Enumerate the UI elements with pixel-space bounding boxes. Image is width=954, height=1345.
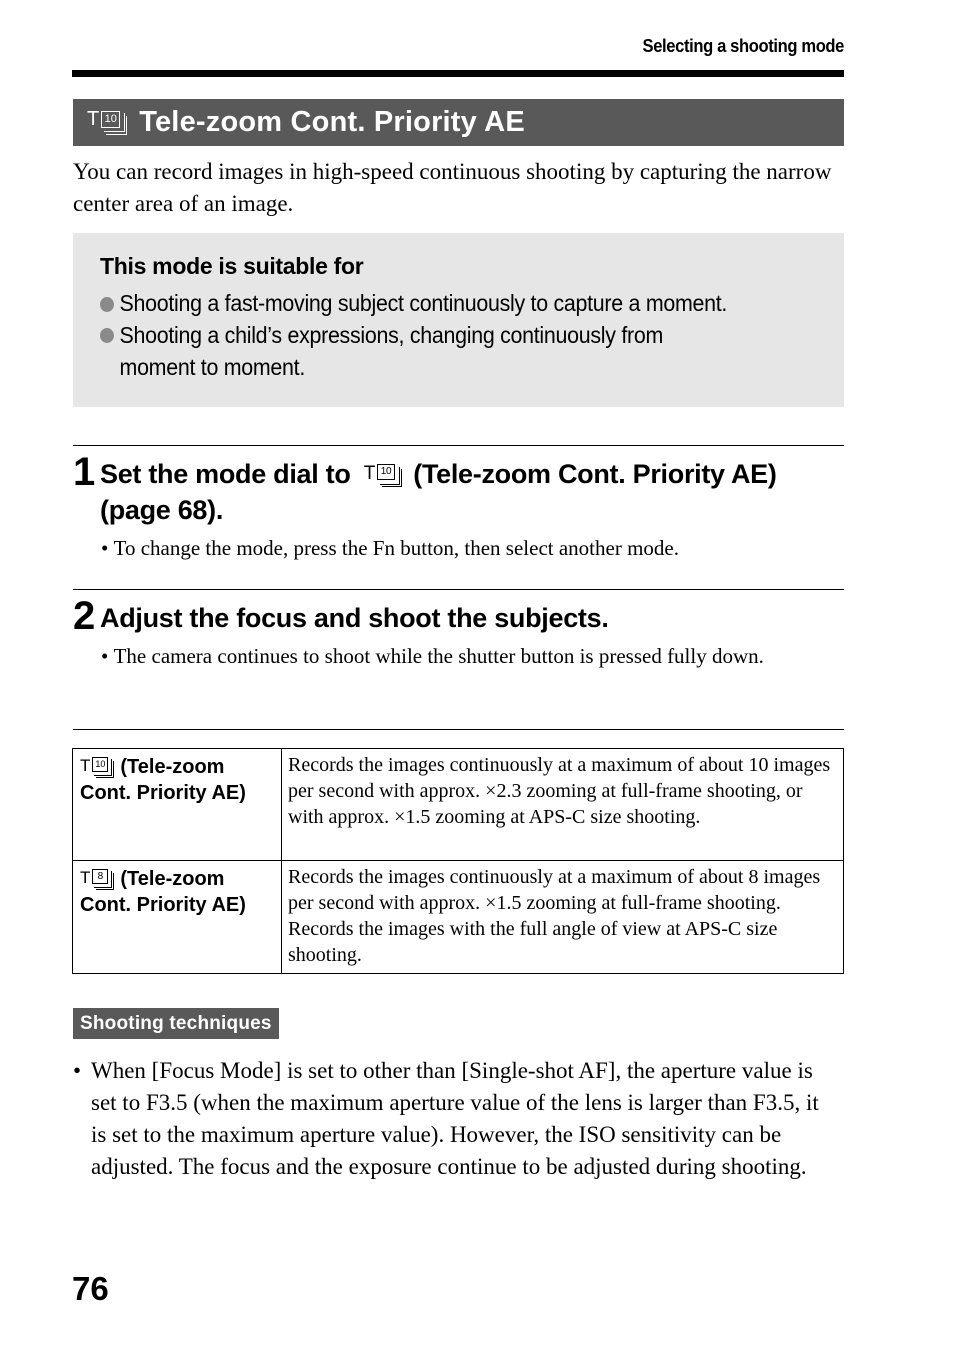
step-note: • To change the mode, press the Fn button, then select another mode. <box>101 536 679 560</box>
techniques-label: Shooting techniques <box>73 1008 279 1039</box>
table-label-cell: T 10 (Tele-zoom Cont. Priority AE) <box>73 749 282 861</box>
step-number: 1 <box>73 450 96 494</box>
tele-zoom-10-icon: T 10 <box>87 111 127 135</box>
suitable-item: Shooting a fast-moving subject continuously to capture a moment. <box>100 287 751 319</box>
divider <box>73 729 844 730</box>
intro-paragraph: You can record images in high-speed continuous shooting by capturing the narrow center area of an image. <box>73 159 832 216</box>
table-row <box>73 861 844 974</box>
step-title: Set the mode dial to T 10 (Tele-zoom Cont. Priority AE) (page 68). <box>100 459 777 525</box>
page-number: 76 <box>72 1270 109 1307</box>
step-title: Adjust the focus and shoot the subjects. <box>100 603 609 633</box>
tele-zoom-10-icon: T 10 <box>80 757 114 778</box>
tele-zoom-8-icon: T 8 <box>80 869 114 890</box>
suitable-heading: This mode is suitable for <box>100 253 364 279</box>
bullet-dot-icon <box>100 328 114 343</box>
divider <box>73 589 844 590</box>
suitable-for-box <box>73 233 844 407</box>
divider <box>73 445 844 446</box>
suitable-item: Shooting a child’s expressions, changing continuously from moment to moment. <box>100 319 732 383</box>
step-number: 2 <box>73 594 96 638</box>
tele-zoom-10-icon: T 10 <box>364 464 402 487</box>
table-description-cell: Records the images continuously at a maximum of about 8 images per second with approx. ×1.5 zooming at full-frame shooting. Records the images with the full angle of view at APS-C size shooting. <box>282 861 844 974</box>
table-row <box>73 749 844 861</box>
table-label-cell: T 8 (Tele-zoom Cont. Priority AE) <box>73 861 282 974</box>
bullet-dot-icon <box>100 297 114 312</box>
running-header: Selecting a shooting mode <box>642 36 844 56</box>
table-description-cell: Records the images continuously at a maximum of about 10 images per second with approx. ×2.3 zooming at full-frame shooting, or with approx. ×1.5 zooming at APS-C size shooting. <box>282 749 844 861</box>
section-title: Tele-zoom Cont. Priority AE <box>139 106 525 138</box>
section-title-bar <box>73 99 844 146</box>
top-rule <box>72 70 844 77</box>
techniques-paragraph: • When [Focus Mode] is set to other than [Single-shot AF], the aperture value is set to F3.5 (when the maximum aperture value of the lens is larger than F3.5, it is set to the maximum aperture value). However, the ISO sensitivity can be adjusted. The focus and the exposure continue to be adjusted during shooting. <box>73 1058 819 1179</box>
mode-table <box>72 748 844 974</box>
step-note: • The camera continues to shoot while the shutter button is pressed fully down. <box>101 644 764 668</box>
